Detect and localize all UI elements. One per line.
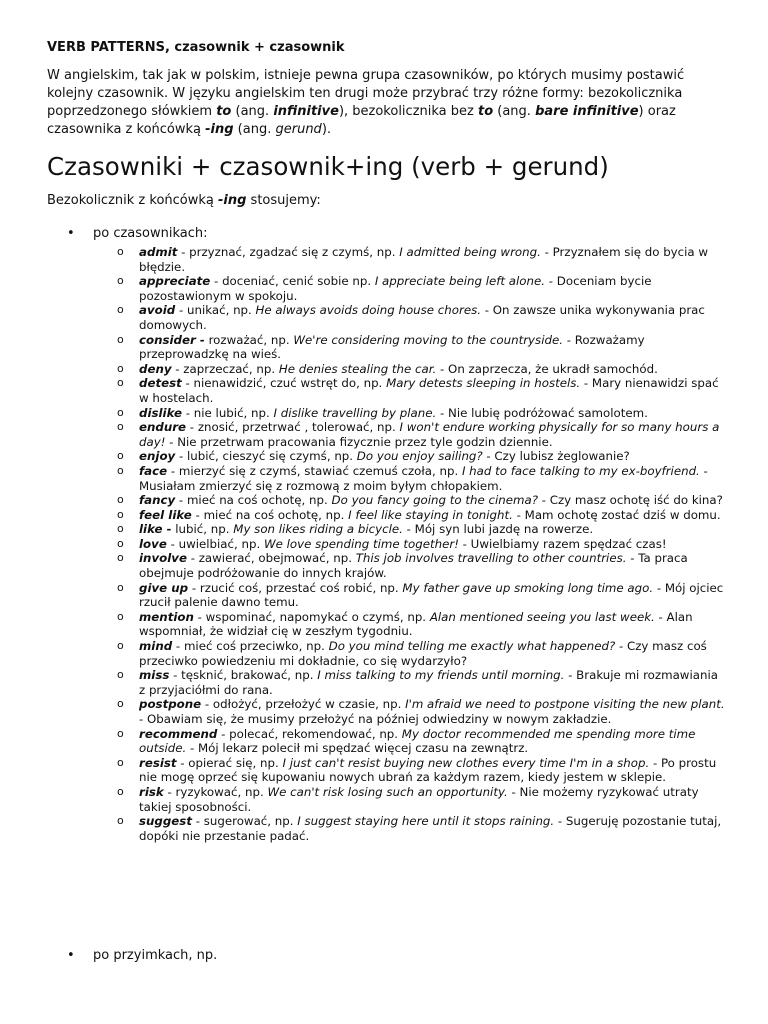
- subtitle-text-1: Bezokolicznik z końcówką: [47, 193, 218, 208]
- verb-list-item: [93, 303, 727, 332]
- verb-definition: - opierać się, np.: [176, 755, 283, 770]
- verb-list-item: [93, 420, 727, 449]
- sub-bullet: o: [117, 361, 124, 375]
- verb-translation: - Obawiam się, że musimy przełożyć na później odwiedziny w nowym zakładzie.: [139, 712, 612, 726]
- sub-bullet: o: [117, 245, 124, 258]
- verb-example: We're considering moving to the countryside.: [293, 332, 563, 347]
- verb-example: He denies stealing the car.: [278, 361, 437, 376]
- verb-definition: - odłożyć, przełożyć w czasie, np.: [201, 697, 406, 712]
- verb-definition: - doceniać, cenić sobie np.: [210, 274, 375, 289]
- verb-list-item: [93, 697, 727, 726]
- verb-example: We love spending time together!: [263, 536, 459, 551]
- verb-example: I appreciate being left alone.: [374, 274, 546, 289]
- verb-translation: - Rozważamy przeprowadzkę na wieś.: [139, 332, 645, 362]
- verb-translation: - Czy masz coś przeciwko powiedzeniu mi dokładnie, co się wydarzyło?: [139, 639, 707, 668]
- verb-definition: - zawierać, obejmować, np.: [186, 551, 356, 566]
- verb-translation: - Po prostu nie mogę oprzeć się kupowaniu nowych ubrań za każdym razem, kiedy jestem w sklepie.: [139, 755, 717, 785]
- subtitle-text-2: stosujemy:: [246, 193, 321, 208]
- usage-item-label: po przyimkach, np.: [93, 948, 218, 963]
- verb-definition: - zaprzeczać, np.: [171, 361, 279, 376]
- verb-translation: - Ta praca obejmuje podróżowanie do innych krajów.: [139, 551, 688, 581]
- verb-term: mind: [139, 639, 173, 654]
- verb-list-item: [93, 785, 727, 814]
- verb-term: appreciate: [139, 274, 211, 289]
- verb-term: consider -: [139, 332, 205, 347]
- verb-example: I dislike travelling by plane.: [273, 405, 437, 420]
- verb-list-item: [93, 537, 727, 552]
- verb-example: This job involves travelling to other countries.: [355, 551, 627, 566]
- verb-example: Alan mentioned seeing you last week.: [429, 609, 655, 624]
- verb-term: suggest: [139, 814, 192, 829]
- intro-paragraph: [47, 67, 727, 139]
- verb-term: dislike: [139, 405, 183, 420]
- verb-term: risk: [139, 784, 164, 799]
- verb-definition: - lubić, cieszyć się czymś, np.: [175, 449, 357, 464]
- sub-bullet: o: [117, 580, 124, 594]
- verb-definition: - polecać, rekomendować, np.: [217, 726, 402, 741]
- sub-bullet: o: [117, 405, 124, 419]
- verb-term: enjoy: [139, 449, 176, 464]
- verb-translation: - Uwielbiamy razem spędzać czas!: [458, 536, 667, 551]
- sub-bullet: o: [117, 814, 124, 828]
- sub-bullet: o: [117, 522, 124, 536]
- sub-bullet: o: [117, 784, 124, 798]
- document-heading: VERB PATTERNS, czasownik + czasownik: [47, 40, 345, 55]
- verb-term: detest: [139, 376, 182, 391]
- verb-list-item: [93, 522, 727, 537]
- sub-bullet: o: [117, 463, 124, 477]
- verb-list-item: [93, 610, 727, 639]
- sub-bullet: o: [117, 376, 124, 390]
- intro-text-5: ) oraz czasownika z końcówką: [47, 104, 676, 137]
- verb-list-item: [93, 449, 727, 464]
- verb-list-item: [93, 508, 727, 523]
- verb-example: I won't endure working physically for so many hours a day!: [139, 420, 720, 449]
- verb-translation: - Mam ochotę zostać dziś w domu.: [512, 507, 721, 522]
- verb-term: involve: [139, 551, 187, 566]
- verb-translation: - Mój syn lubi jazdę na rowerze.: [402, 522, 594, 537]
- verb-example: Mary detests sleeping in hostels.: [386, 376, 581, 391]
- verb-term: deny: [139, 361, 172, 376]
- verb-example: Do you mind telling me exactly what happened?: [328, 639, 616, 654]
- verb-term: postpone: [139, 697, 202, 712]
- verb-definition: - tęsknić, brakować, np.: [169, 668, 318, 683]
- usage-item-verbs: [47, 226, 727, 843]
- verb-translation: - Nie możemy ryzykować utraty takiej sposobności.: [139, 784, 699, 814]
- verb-example: My father gave up smoking long time ago.: [402, 580, 654, 595]
- verb-translation: - Nie lubię podróżować samolotem.: [436, 405, 648, 420]
- verb-term: fancy: [139, 493, 176, 508]
- verb-list-item: [93, 493, 727, 508]
- sub-bullet: o: [117, 726, 124, 740]
- verb-definition: - wspominać, napomykać o czymś, np.: [193, 609, 430, 624]
- verb-definition: - mieć na coś ochotę, np.: [175, 493, 332, 508]
- sub-bullet: o: [117, 551, 124, 565]
- verb-term: avoid: [139, 303, 176, 318]
- intro-bold-bare-infinitive: bare infinitive: [535, 104, 639, 119]
- verb-definition: - unikać, np.: [175, 303, 256, 318]
- intro-bold-infinitive: infinitive: [273, 104, 339, 119]
- verb-definition: - przyznać, zgadzać się z czymś, np.: [177, 245, 400, 259]
- verb-example: I miss talking to my friends until morning.: [317, 668, 565, 683]
- verb-translation: - Mój ojciec rzucił palenie dawno temu.: [139, 580, 724, 610]
- sub-bullet: o: [117, 755, 124, 769]
- usage-item-prepositions: [47, 948, 693, 964]
- verb-term: mention: [139, 609, 194, 624]
- verb-term: recommend: [139, 726, 218, 741]
- sub-bullet: o: [117, 639, 124, 653]
- verb-definition: - nie lubić, np.: [182, 405, 274, 420]
- intro-text-1: W angielskim, tak jak w polskim, istnieje pewna grupa czasowników, po których musimy postawić kolejny czasownik. W języku angielskim ten drugi może przybrać trzy różne formy: bezokolicznika poprzedzonego słówkiem: [47, 68, 685, 119]
- usage-list: [47, 226, 727, 843]
- verb-list-item: [93, 464, 727, 493]
- verb-translation: - On zawsze unika wykonywania prac domowych.: [139, 303, 705, 332]
- intro-bold-to-2: to: [477, 104, 494, 119]
- verb-list-item: [93, 581, 727, 610]
- intro-text-2: (ang.: [231, 104, 274, 119]
- verb-example: I admitted being wrong.: [399, 245, 541, 259]
- verb-list-item: [93, 727, 727, 756]
- sub-bullet: o: [117, 609, 124, 623]
- section-subtitle: [47, 193, 727, 208]
- verb-list-item: [93, 668, 727, 697]
- sub-bullet: o: [117, 449, 124, 463]
- verb-example: I suggest staying here until it stops raining.: [297, 814, 555, 829]
- verb-translation: - Alan wspomniał, że widział cię w zeszłym tygodniu.: [139, 609, 693, 639]
- verb-list: [93, 245, 727, 843]
- verb-translation: - Czy masz ochotę iść do kina?: [537, 493, 723, 508]
- verb-translation: - Doceniam bycie pozostawionym w spokoju.: [139, 274, 652, 303]
- verb-example: My doctor recommended me spending more time outside.: [139, 726, 696, 756]
- verb-list-item: [93, 814, 727, 843]
- verb-definition: - ryzykować, np.: [163, 784, 268, 799]
- bullet-dot: •: [67, 948, 75, 963]
- verb-example: He always avoids doing house chores.: [255, 303, 481, 318]
- sub-bullet: o: [117, 493, 124, 507]
- sub-bullet: o: [117, 420, 124, 434]
- subtitle-bold-ing: -ing: [218, 193, 247, 208]
- intro-text-6: (ang.: [233, 122, 276, 137]
- document-page: [47, 40, 727, 843]
- verb-term: miss: [139, 668, 170, 683]
- verb-example: Do you enjoy sailing?: [356, 449, 483, 464]
- verb-list-item: [93, 376, 727, 405]
- verb-term: give up: [139, 580, 189, 595]
- verb-list-item: [93, 756, 727, 785]
- intro-text-3: ), bezokolicznika bez: [338, 104, 478, 119]
- verb-definition: - mierzyć się z czymś, stawiać czemuś czoła, np.: [167, 463, 462, 478]
- verb-term: feel like: [139, 507, 192, 522]
- usage-item-label: po czasownikach:: [93, 226, 208, 241]
- verb-example: I just can't resist buying new clothes every time I'm in a shop.: [282, 755, 650, 770]
- verb-translation: - Mary nienawidzi spać w hostelach.: [139, 376, 719, 405]
- verb-list-item: [93, 362, 727, 377]
- intro-text-7: ).: [321, 122, 332, 137]
- verb-term: like -: [139, 522, 172, 537]
- verb-definition: lubić, np.: [171, 522, 234, 537]
- verb-translation: - Przyznałem się do bycia w błędzie.: [139, 245, 709, 274]
- verb-translation: - On zaprzecza, że ukradł samochód.: [436, 361, 658, 376]
- verb-example: Do you fancy going to the cinema?: [331, 493, 538, 508]
- verb-definition: - mieć na coś ochotę, np.: [191, 507, 349, 522]
- intro-italic-gerund: gerund: [275, 122, 322, 137]
- sub-bullet: o: [117, 507, 124, 521]
- verb-translation: - Nie przetrwam pracowania fizycznie przez tyle godzin dziennie.: [165, 434, 553, 449]
- verb-term: endure: [139, 420, 187, 435]
- verb-definition: - mieć coś przeciwko, np.: [172, 639, 329, 654]
- section-title: Czasowniki + czasownik+ing (verb + gerund): [47, 152, 609, 181]
- verb-example: I had to face talking to my ex-boyfriend.: [461, 463, 700, 478]
- verb-term: love: [139, 536, 167, 551]
- sub-bullet: o: [117, 303, 124, 317]
- verb-list-item: [93, 333, 727, 362]
- verb-list-item: [93, 245, 727, 274]
- sub-bullet: o: [117, 274, 124, 288]
- verb-translation: - Sugeruję pozostanie tutaj, dopóki nie przestanie padać.: [139, 814, 722, 843]
- intro-text-4: (ang.: [493, 104, 536, 119]
- verb-translation: - Musiałam zmierzyć się z rozmową z moim byłym chłopakiem.: [139, 463, 708, 493]
- verb-list-item: [93, 639, 727, 668]
- verb-translation: - Mój lekarz polecił mi spędzać więcej czasu na zewnątrz.: [186, 741, 529, 756]
- sub-bullet: o: [117, 697, 124, 711]
- verb-list-item: [93, 274, 727, 303]
- verb-translation: - Czy lubisz żeglowanie?: [482, 449, 630, 464]
- verb-term: resist: [139, 755, 177, 770]
- intro-bold-ing: -ing: [205, 122, 234, 137]
- verb-list-item: [93, 406, 727, 421]
- bullet-dot: •: [67, 226, 75, 241]
- verb-translation: - Brakuje mi rozmawiania z przyjaciółmi do rana.: [139, 668, 718, 697]
- verb-example: My son likes riding a bicycle.: [233, 522, 403, 537]
- sub-bullet: o: [117, 536, 124, 550]
- verb-definition: - rzucić coś, przestać coś robić, np.: [188, 580, 403, 595]
- verb-term: admit: [139, 245, 178, 259]
- verb-example: We can't risk losing such an opportunity.: [267, 784, 508, 799]
- verb-definition: - sugerować, np.: [191, 814, 298, 829]
- verb-example: I'm afraid we need to postpone visiting the new plant.: [405, 697, 725, 712]
- verb-definition: - uwielbiać, np.: [166, 536, 264, 551]
- verb-term: face: [139, 463, 168, 478]
- verb-list-item: [93, 551, 727, 580]
- verb-definition: - nienawidzić, czuć wstręt do, np.: [181, 376, 387, 391]
- verb-example: I feel like staying in tonight.: [348, 507, 513, 522]
- sub-bullet: o: [117, 332, 124, 346]
- verb-definition: rozważać, np.: [204, 332, 294, 347]
- sub-bullet: o: [117, 668, 124, 682]
- intro-bold-to-1: to: [216, 104, 232, 119]
- verb-definition: - znosić, przetrwać , tolerować, np.: [186, 420, 400, 435]
